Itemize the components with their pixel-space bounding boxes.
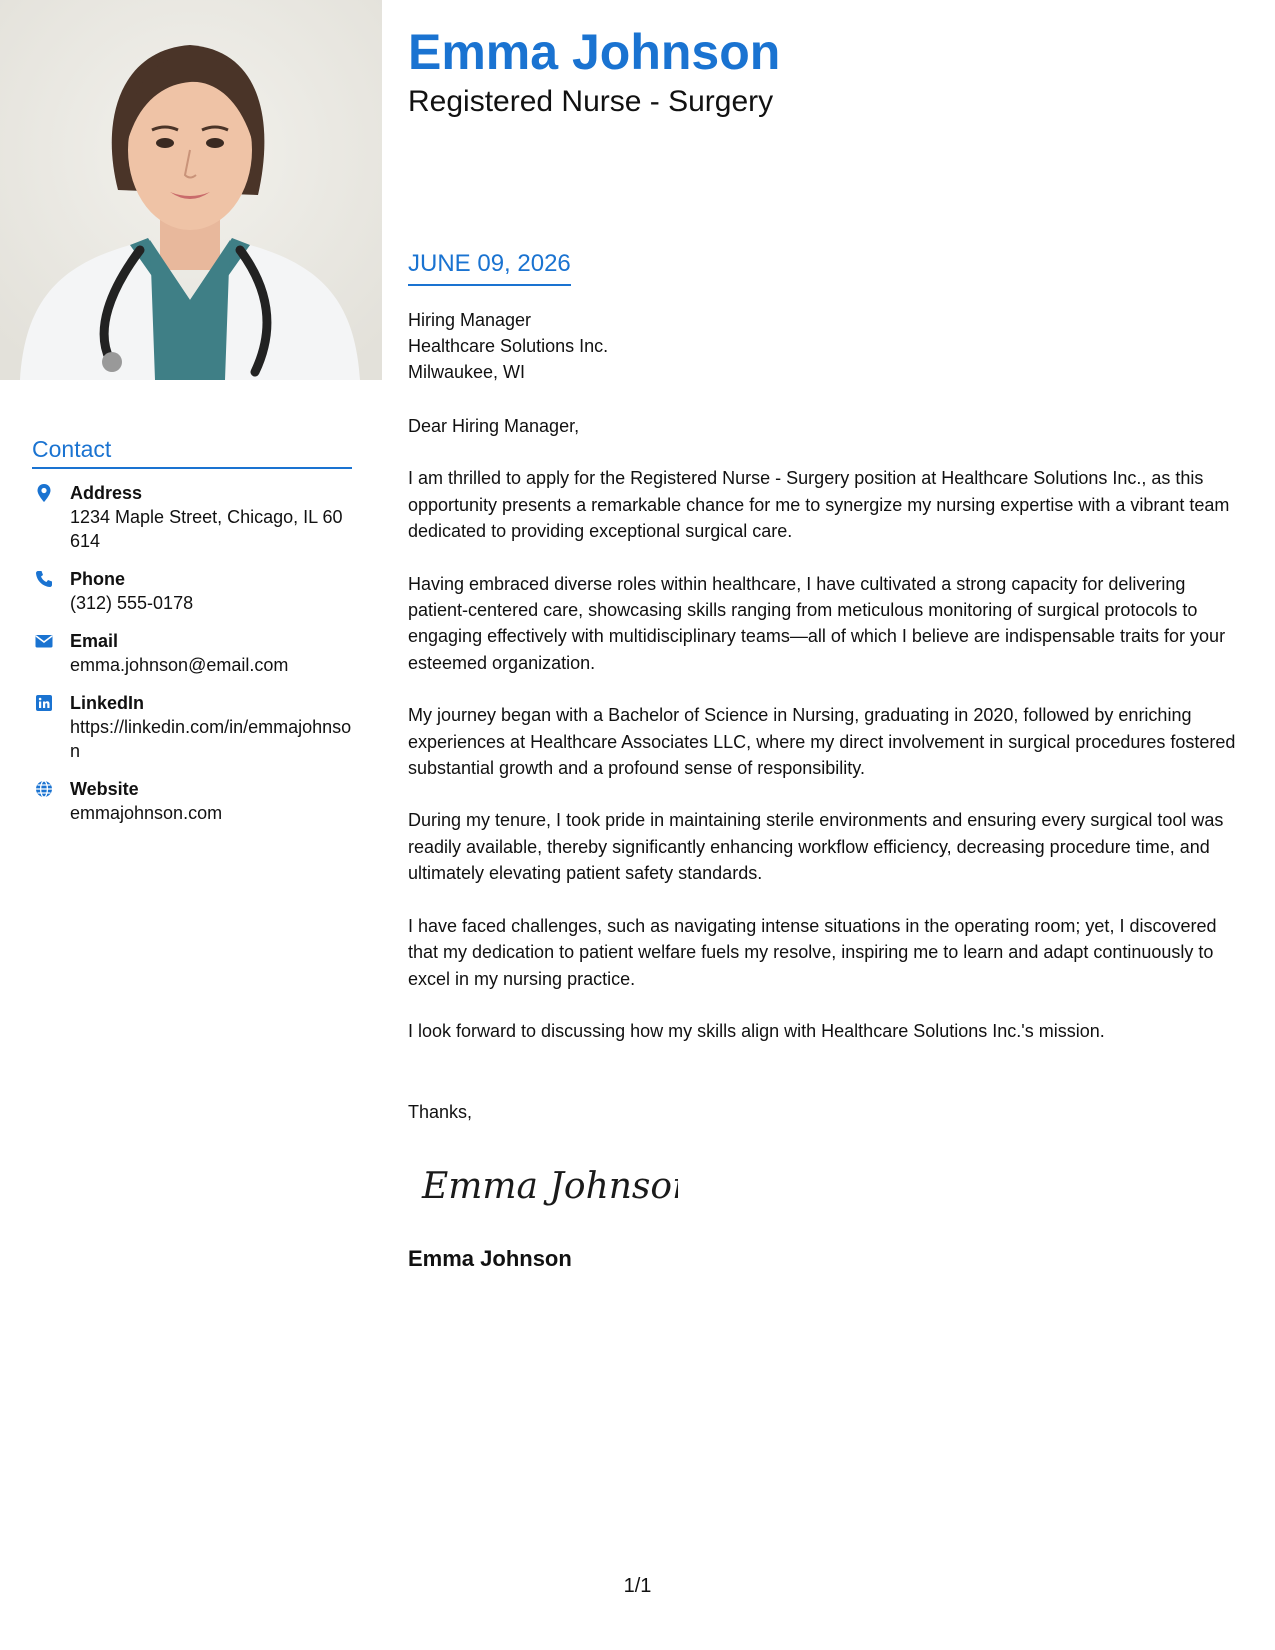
linkedin-icon xyxy=(34,693,54,713)
linkedin-label: LinkedIn xyxy=(70,693,145,713)
letter-paragraph: I am thrilled to apply for the Registered Nurse - Surgery position at Healthcare Solutions Inc., as this opportunity presents a remarkable chance for me to synergize my nursing expertise with a vibrant team dedicated to providing exceptional surgical care. xyxy=(408,468,1230,542)
contact-phone xyxy=(32,567,352,615)
phone-value[interactable]: (312) 555-0178 xyxy=(70,593,194,613)
contact-email xyxy=(32,629,352,677)
letter-body xyxy=(408,413,1248,1070)
closing: Thanks, xyxy=(408,1102,473,1122)
signer-name: Emma Johnson xyxy=(408,1246,572,1271)
letter-paragraph: I have faced challenges, such as navigating intense situations in the operating room; yet, I discovered that my dedication to patient welfare fuels my resolve, inspiring me to learn and adapt continuously to excel in my nursing practice. xyxy=(408,915,1217,989)
recipient-block xyxy=(408,307,608,385)
letter-paragraph: Having embraced diverse roles within healthcare, I have cultivated a strong capacity for delivering patient-centered care, showcasing skills ranging from meticulous monitoring of surgical protocols to engaging effectively with multidisciplinary teams—all of which I believe are indispensable traits for your esteemed organization. xyxy=(408,573,1226,673)
website-value[interactable]: emmajohnson.com xyxy=(70,803,223,823)
profile-photo xyxy=(0,0,382,380)
contact-linkedin xyxy=(32,691,352,763)
globe-icon xyxy=(34,779,54,799)
letter-date: JUNE 09, 2026 xyxy=(408,248,571,286)
applicant-name: Emma Johnson xyxy=(408,24,781,80)
contact-address xyxy=(32,481,352,553)
salutation: Dear Hiring Manager, xyxy=(408,416,580,436)
recipient-line: Hiring Manager xyxy=(408,310,532,330)
letter-paragraph: During my tenure, I took pride in maintaining sterile environments and ensuring every surgical tool was readily available, thereby significantly enhancing workflow efficiency, decreasing procedure time, and ultimately elevating patient safety standards. xyxy=(408,810,1224,884)
letter-paragraph: My journey began with a Bachelor of Science in Nursing, graduating in 2020, followed by enriching experiences at Healthcare Associates LLC, where my direct involvement in surgical procedures fostered substantial growth and a profound sense of responsibility. xyxy=(408,705,1236,779)
contact-section xyxy=(32,436,352,839)
phone-icon xyxy=(34,569,54,589)
linkedin-value[interactable]: https://linkedin.com/in/emmajohnson xyxy=(70,717,352,761)
recipient-line: Milwaukee, WI xyxy=(408,362,526,382)
letter-paragraph: I look forward to discussing how my skills align with Healthcare Solutions Inc.'s mission. xyxy=(408,1020,1105,1041)
email-value[interactable]: emma.johnson@email.com xyxy=(70,655,289,675)
recipient-line: Healthcare Solutions Inc. xyxy=(408,336,609,356)
website-label: Website xyxy=(70,779,139,799)
contact-website xyxy=(32,777,352,825)
job-title: Registered Nurse - Surgery xyxy=(408,85,774,118)
envelope-icon xyxy=(34,631,54,651)
address-value: 1234 Maple Street, Chicago, IL 60614 xyxy=(70,507,343,551)
phone-label: Phone xyxy=(70,569,126,589)
address-label: Address xyxy=(70,483,143,503)
contact-heading: Contact xyxy=(32,436,352,469)
email-label: Email xyxy=(70,631,119,651)
signature-text: Emma Johnson xyxy=(422,1166,678,1207)
page-number: 1/1 xyxy=(623,1575,652,1597)
handwritten-signature xyxy=(418,1150,678,1220)
map-pin-icon xyxy=(34,483,54,503)
